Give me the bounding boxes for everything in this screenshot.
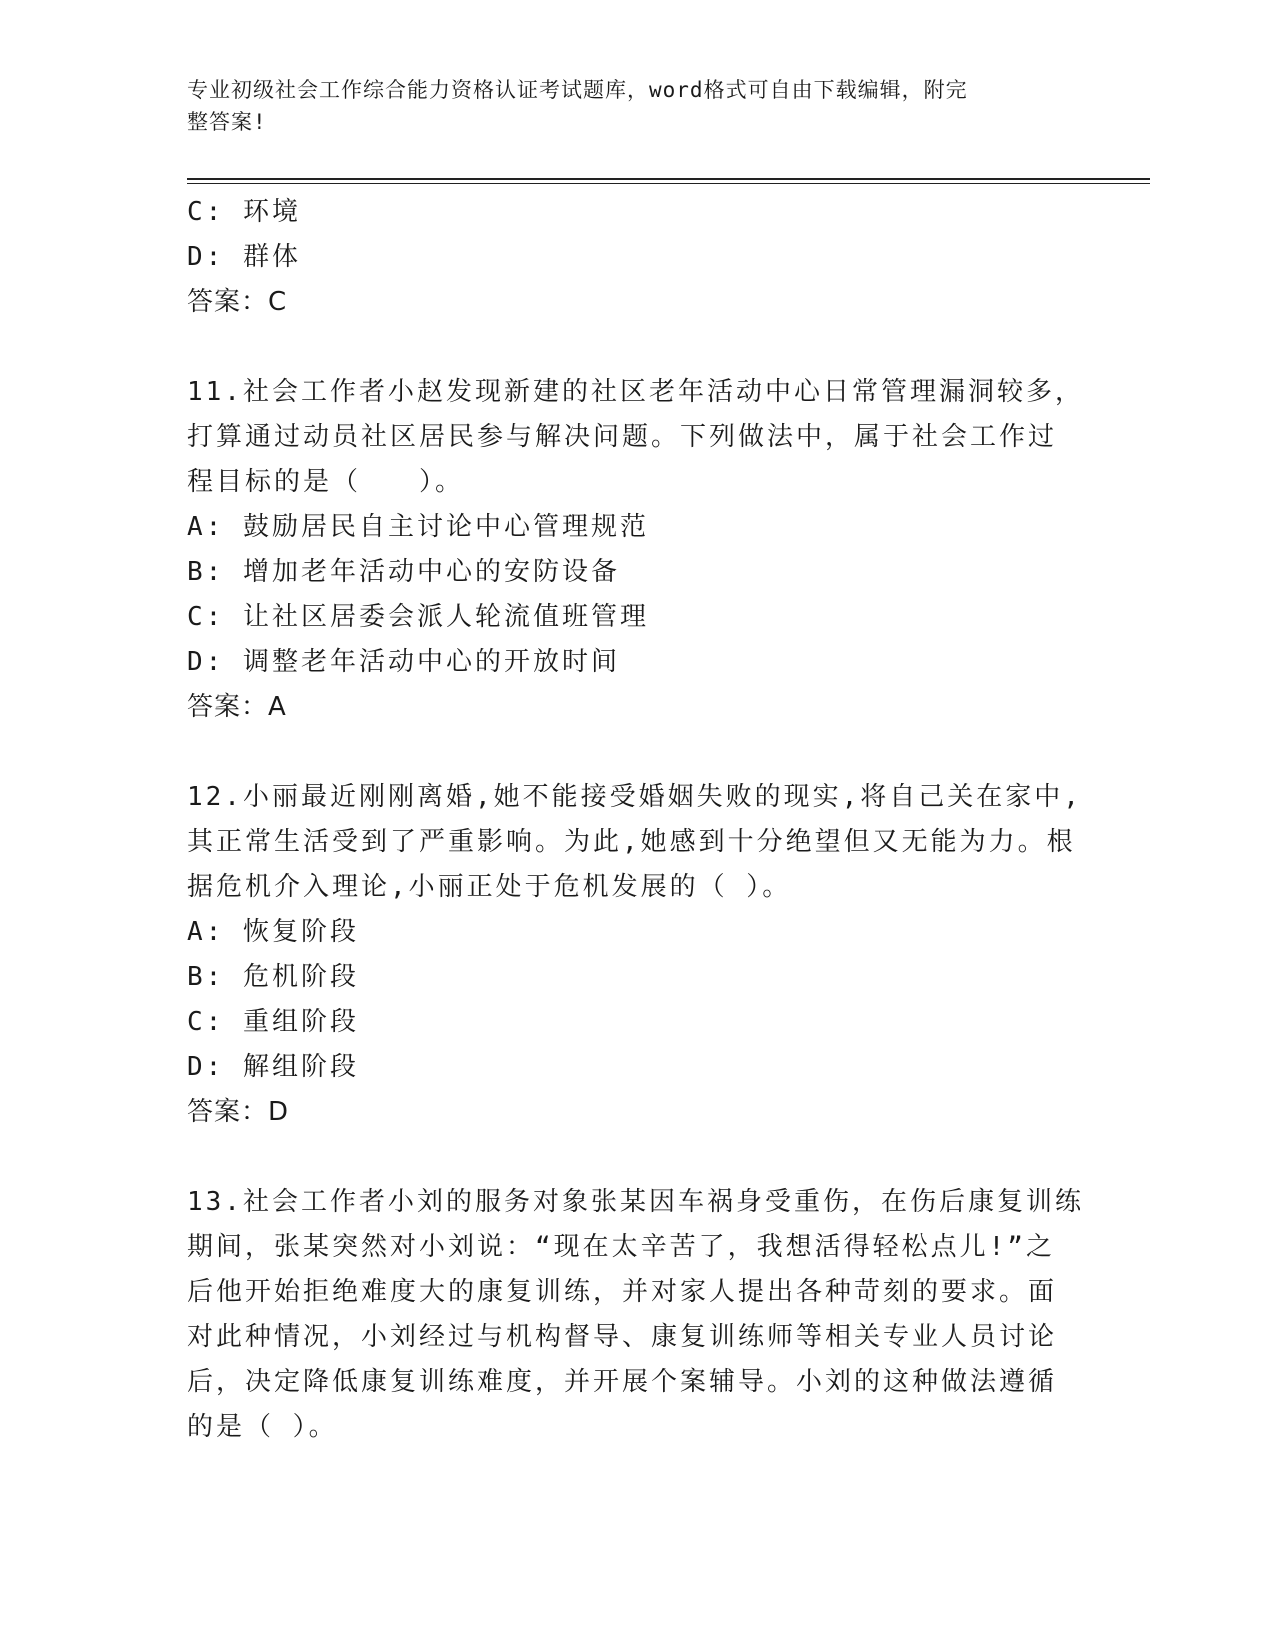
stem-line: 对此种情况，小刘经过与机构督导、康复训练师等相关专业人员讨论 bbox=[187, 1322, 1058, 1352]
header-line-2: 整答案! bbox=[187, 110, 267, 134]
question-11 bbox=[187, 370, 1087, 730]
option-c: C: 重组阶段 bbox=[187, 1007, 359, 1037]
spacer bbox=[187, 325, 1087, 370]
stem-line: 后他开始拒绝难度大的康复训练，并对家人提出各种苛刻的要求。面 bbox=[187, 1277, 1058, 1307]
stem-line: 后，决定降低康复训练难度，并开展个案辅导。小刘的这种做法遵循 bbox=[187, 1367, 1058, 1397]
question-12 bbox=[187, 775, 1087, 1135]
stem-line: 打算通过动员社区居民参与解决问题。下列做法中，属于社会工作过 bbox=[187, 422, 1058, 452]
option-d: D: 调整老年活动中心的开放时间 bbox=[187, 647, 620, 677]
stem-line: 13.社会工作者小刘的服务对象张某因车祸身受重伤，在伤后康复训练 bbox=[187, 1187, 1084, 1217]
question-stem bbox=[187, 370, 1087, 505]
header-line-1: 专业初级社会工作综合能力资格认证考试题库，word格式可自由下载编辑，附完 bbox=[187, 78, 968, 102]
question-stem bbox=[187, 1180, 1087, 1450]
answer: 答案：D bbox=[187, 1097, 290, 1127]
question-10 bbox=[187, 190, 1087, 325]
question-13 bbox=[187, 1180, 1087, 1450]
answer: 答案：A bbox=[187, 692, 287, 722]
stem-line: 11.社会工作者小赵发现新建的社区老年活动中心日常管理漏洞较多， bbox=[187, 377, 1084, 407]
option-c: C: 环境 bbox=[187, 197, 301, 227]
answer: 答案：C bbox=[187, 287, 288, 317]
option-b: B: 增加老年活动中心的安防设备 bbox=[187, 557, 620, 587]
spacer bbox=[187, 1135, 1087, 1180]
header-rule-thin bbox=[187, 183, 1150, 184]
stem-line: 的是（ ）。 bbox=[187, 1412, 338, 1442]
question-content bbox=[187, 190, 1087, 1450]
option-d: D: 解组阶段 bbox=[187, 1052, 359, 1082]
stem-line: 12.小丽最近刚刚离婚,她不能接受婚姻失败的现实,将自己关在家中, bbox=[187, 782, 1082, 812]
stem-line: 据危机介入理论,小丽正处于危机发展的（ ）。 bbox=[187, 872, 792, 902]
spacer bbox=[187, 730, 1087, 775]
stem-line: 其正常生活受到了严重影响。为此,她感到十分绝望但又无能为力。根 bbox=[187, 827, 1076, 857]
option-d: D: 群体 bbox=[187, 242, 301, 272]
stem-line: 期间，张某突然对小刘说：“现在太辛苦了，我想活得轻松点儿!”之 bbox=[187, 1232, 1055, 1262]
option-a: A: 恢复阶段 bbox=[187, 917, 359, 947]
header-rule-thick bbox=[187, 178, 1150, 180]
option-c: C: 让社区居委会派人轮流值班管理 bbox=[187, 602, 649, 632]
option-a: A: 鼓励居民自主讨论中心管理规范 bbox=[187, 512, 649, 542]
stem-line: 程目标的是（ ）。 bbox=[187, 467, 465, 497]
page-header bbox=[187, 74, 1067, 138]
question-stem bbox=[187, 775, 1087, 910]
option-b: B: 危机阶段 bbox=[187, 962, 359, 992]
